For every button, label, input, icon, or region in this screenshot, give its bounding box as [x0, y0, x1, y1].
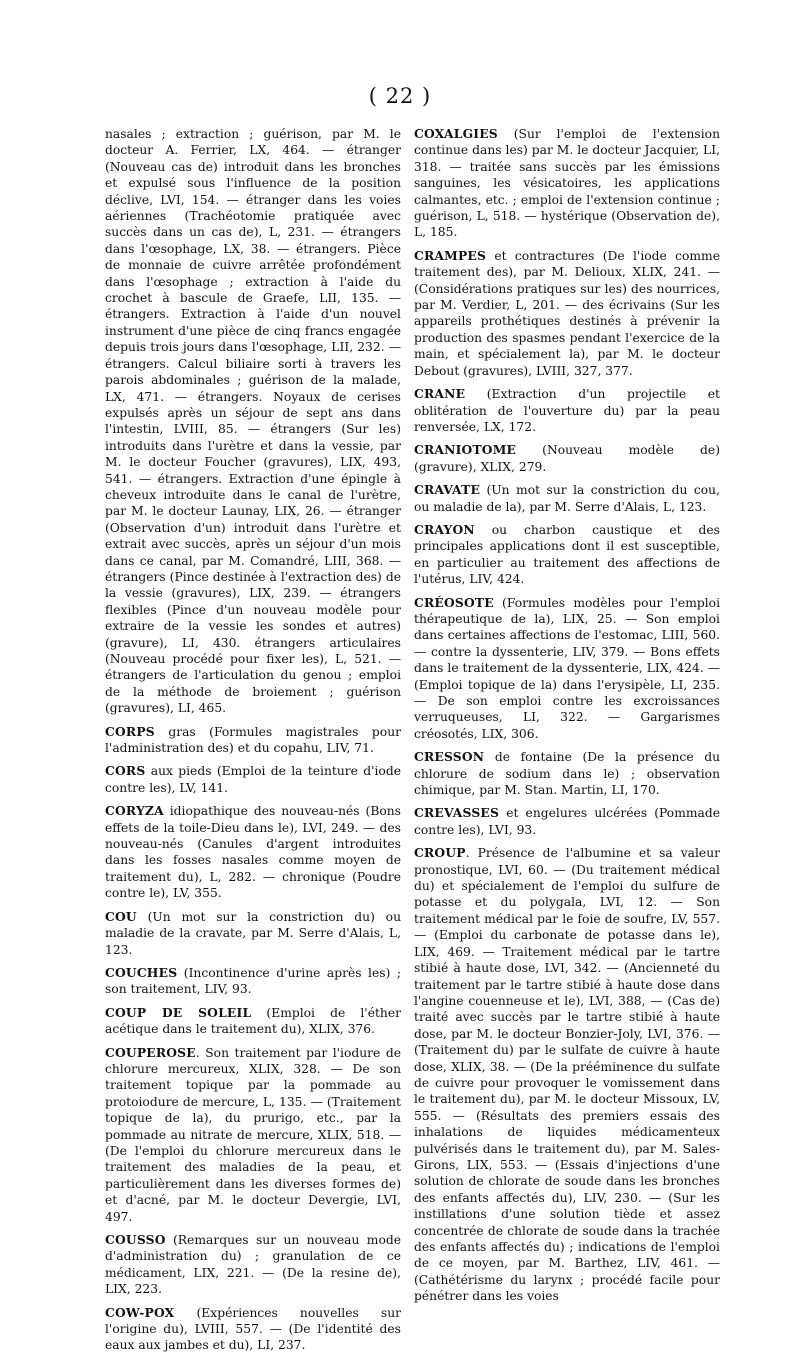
index-entry: [414, 482, 720, 515]
entry-headword: COUP DE SOLEIL: [105, 1004, 252, 1020]
entry-headword: CRAYON: [414, 521, 475, 537]
index-entry: [105, 1005, 401, 1038]
index-entry: [105, 126, 401, 717]
index-entry: [105, 909, 401, 958]
index-entry: [414, 805, 720, 838]
entry-text: (Extraction d'un projectile et oblitération de l'ouverture du) par la peau renversée, LX, 172.: [414, 387, 720, 434]
entry-text: et contractures (De l'iode comme traitement des), par M. Delioux, XLIX, 241. — (Considérations pratiques sur les) des nourrices, par M. Verdier, L, 201. — des écrivains (Sur les appareils prothétiques destinés à prévenir la production des spasmes pendant l'exercice de la main, et spécialement la), par M. le docteur Debout (gravures), LVIII, 327, 377.: [414, 248, 720, 378]
entry-headword: COW-POX: [105, 1304, 175, 1320]
entry-headword: CRÉOSOTE: [414, 594, 494, 610]
entry-headword: COU: [105, 908, 137, 924]
index-entry: [105, 803, 401, 901]
index-entry: [105, 1305, 401, 1354]
index-entry: [105, 1232, 401, 1298]
entry-text: nasales ; extraction ; guérison, par M. le docteur A. Ferrier, LX, 464. — étranger (Nouveau cas de) introduit dans les bronches et expulsé sous l'influence de la position déclive, LVI, 154. — étranger dans les voies aériennes (Trachéotomie pratiquée avec succès dans un cas de), L, 231. — étrangers dans l'œsophage, LX, 38. — étrangers. Pièce de monnaie de cuivre arrêtée profondément dans l'œsophage ; extraction à l'aide du crochet à bascule de Graefe, LII, 135. — étrangers. Extraction à l'aide d'un nouvel instrument d'une pièce de cinq francs engagée depuis trois jours dans l'œsophage, LII, 232. — étrangers. Calcul biliaire sorti à travers les parois abdominales ; guérison de la malade, LX, 471. — étrangers. Noyaux de cerises expulsés après un séjour de sept ans dans l'intestin, LVIII, 85. — étrangers (Sur les) introduits dans l'urètre et dans la vessie, par M. le docteur Foucher (gravures), LIX, 493, 541. — étrangers. Extraction d'une épingle à cheveux introduite dans le canal de l'urètre, par M. le docteur Launay, LIX, 26. — étranger (Observation d'un) introduit dans l'urètre et extrait avec succès, après un séjour d'un mois dans ce canal, par M. Comandré, LIII, 368. — étrangers (Pince destinée à l'extraction des) de la vessie (gravures), LIX, 239. — étrangers flexibles (Pince d'un nouveau modèle pour extraire de la vessie les sondes et autres) (gravure), LI, 430. étrangers articulaires (Nouveau procédé pour fixer les), L, 521. — étrangers de l'articulation du genou ; emploi de la méthode de broiement ; guérison (gravures), LI, 465.: [105, 127, 401, 716]
entry-headword: COXALGIES: [414, 126, 498, 141]
index-entry: [414, 386, 720, 435]
index-entry: [414, 248, 720, 379]
entry-text: et engelures ulcérées (Pommade contre les), LVI, 93.: [414, 806, 720, 837]
entry-headword: CRANE: [414, 386, 466, 402]
entry-headword: COUSSO: [105, 1232, 166, 1247]
entry-text: de fontaine (De la présence du chlorure de sodium dans le) ; observation chimique, par M. Stan. Martin, LI, 170.: [414, 750, 720, 798]
index-entry: [414, 595, 720, 743]
entry-headword: CORYZA: [105, 803, 164, 819]
entry-headword: CROUP: [414, 845, 466, 861]
entry-headword: CRANIOTOME: [414, 442, 517, 458]
entry-text: (Expériences nouvelles sur l'origine du), LVIII, 557. — (De l'identité des eaux aux jambes et du), LI, 237.: [105, 1305, 401, 1353]
left-column: [105, 126, 401, 1361]
entry-headword: CORPS: [105, 723, 155, 739]
entry-headword: CRESSON: [414, 749, 485, 765]
entry-text: (Sur l'emploi de l'extension continue dans les) par M. le docteur Jacquier, LI, 318. — traitée sans succès par les émissions sanguines, les vésicatoires, les applications calmantes, etc. ; emploi de l'extension continue ; guérison, L, 518. — hystérique (Observation de), L, 185.: [414, 127, 720, 240]
entry-text: (Nouveau modèle de) (gravure), XLIX, 279.: [414, 443, 720, 474]
entry-text: gras (Formules magistrales pour l'administration des) et du copahu, LIV, 71.: [105, 724, 401, 756]
entry-text: (Incontinence d'urine après les) ; son traitement, LIV, 93.: [105, 965, 401, 997]
index-entry: [414, 749, 720, 798]
entry-text: idiopathique des nouveau-nés (Bons effets de la toile-Dieu dans le), LVI, 249. — des nouveau-nés (Canules d'argent introduites dans les fosses nasales comme moyen de traitement du), L, 282. — chronique (Poudre contre le), LV, 355.: [105, 804, 401, 901]
index-entry: [105, 1045, 401, 1225]
index-entry: [414, 126, 720, 241]
entry-headword: CREVASSES: [414, 805, 500, 821]
index-entry: [105, 724, 401, 757]
entry-text: (Formules modèles pour l'emploi thérapeutique de la), LIX, 25. — Son emploi dans certaines affections de l'estomac, LIII, 560. — contre la dyssenterie, LIV, 379. — Bons effets dans le traitement de la dyssenterie, LIX, 424. — (Emploi topique de la) dans l'erysipèle, LI, 235. — De son emploi contre les excroissances verruqueuses, LI, 322. — Gargarismes créosotés, LIX, 306.: [414, 595, 720, 741]
index-entry: [414, 845, 720, 1304]
entry-text: . Présence de l'albumine et sa valeur pronostique, LVI, 60. — (Du traitement médical du) et spécialement de l'emploi du sulfure de potasse et du polygala, LVI, 12. — Son traitement médical par le foie de soufre, LV, 557. — (Emploi du carbonate de potasse dans le), LIX, 469. — Traitement médical par le tartre stibié à haute dose, LVI, 342. — (Ancienneté du traitement par le tartre stibié à haute dose dans l'angine couenneuse et le), LVI, 388, — (Cas de) traité avec succès par le tartre stibié à haute dose, par M. le docteur Bonzier-Joly, LVI, 376. — (Traitement du) par le sulfate de cuivre à haute dose, XLIX, 38. — (De la prééminence du sulfate de cuivre pour provoquer le vomissement dans le traitement du), par M. le docteur Missoux, LV, 555. — (Résultats des premiers essais des inhalations de liquides médicamenteux pulvérisés dans le traitement du), par M. Sales-Girons, LIX, 553. — (Essais d'injections d'une solution de chlorate de soude dans les bronches des enfants affectés du), LIV, 230. — (Sur les instillations d'une solution tiède et assez concentrée de chlorate de soude dans la trachée des enfants affectés du) ; indications de l'emploi de ce moyen, par M. Barthez, LIV, 461. — (Cathétérisme du larynx ; procédé facile pour pénétrer dans les voies: [414, 846, 720, 1304]
index-entry: [414, 442, 720, 475]
entry-text: ou charbon caustique et des principales applications dont il est susceptible, en particulier au traitement des affections de l'utérus, LIV, 424.: [414, 522, 720, 587]
entry-headword: COUPEROSE: [105, 1044, 196, 1060]
entry-text: (Remarques sur un nouveau mode d'administration du) ; granulation de ce médicament, LIX, 221. — (De la resine de), LIX, 223.: [105, 1233, 401, 1297]
entry-headword: COUCHES: [105, 964, 178, 980]
index-entry: [105, 965, 401, 998]
right-column: [414, 126, 720, 1312]
entry-headword: CRAMPES: [414, 247, 487, 263]
index-entry: [105, 763, 401, 796]
entry-text: aux pieds (Emploi de la teinture d'iode contre les), LV, 141.: [105, 764, 401, 795]
entry-headword: CRAVATE: [414, 482, 481, 498]
page-number: ( 22 ): [368, 84, 432, 108]
index-entry: [414, 522, 720, 588]
entry-text: . Son traitement par l'iodure de chlorure mercureux, XLIX, 328. — De son traitement topique par la pommade au protoiodure de mercure, L, 135. — (Traitement topique de la), du prurigo, etc., par la pommade au nitrate de mercure, XLIX, 518. — (De l'emploi du chlorure mercureux dans le traitement des maladies de la peau, et particulièrement dans les diverses formes de) et d'acné, par M. le docteur Devergie, LVI, 497.: [105, 1045, 401, 1224]
entry-text: (Un mot sur la constriction du) ou maladie de la cravate, par M. Serre d'Alais, L, 123.: [105, 909, 401, 957]
entry-text: (Emploi de l'éther acétique dans le traitement du), XLIX, 376.: [105, 1005, 401, 1037]
entry-headword: CORS: [105, 763, 146, 779]
entry-text: (Un mot sur la constriction du cou, ou maladie de la), par M. Serre d'Alais, L, 123.: [414, 483, 720, 514]
